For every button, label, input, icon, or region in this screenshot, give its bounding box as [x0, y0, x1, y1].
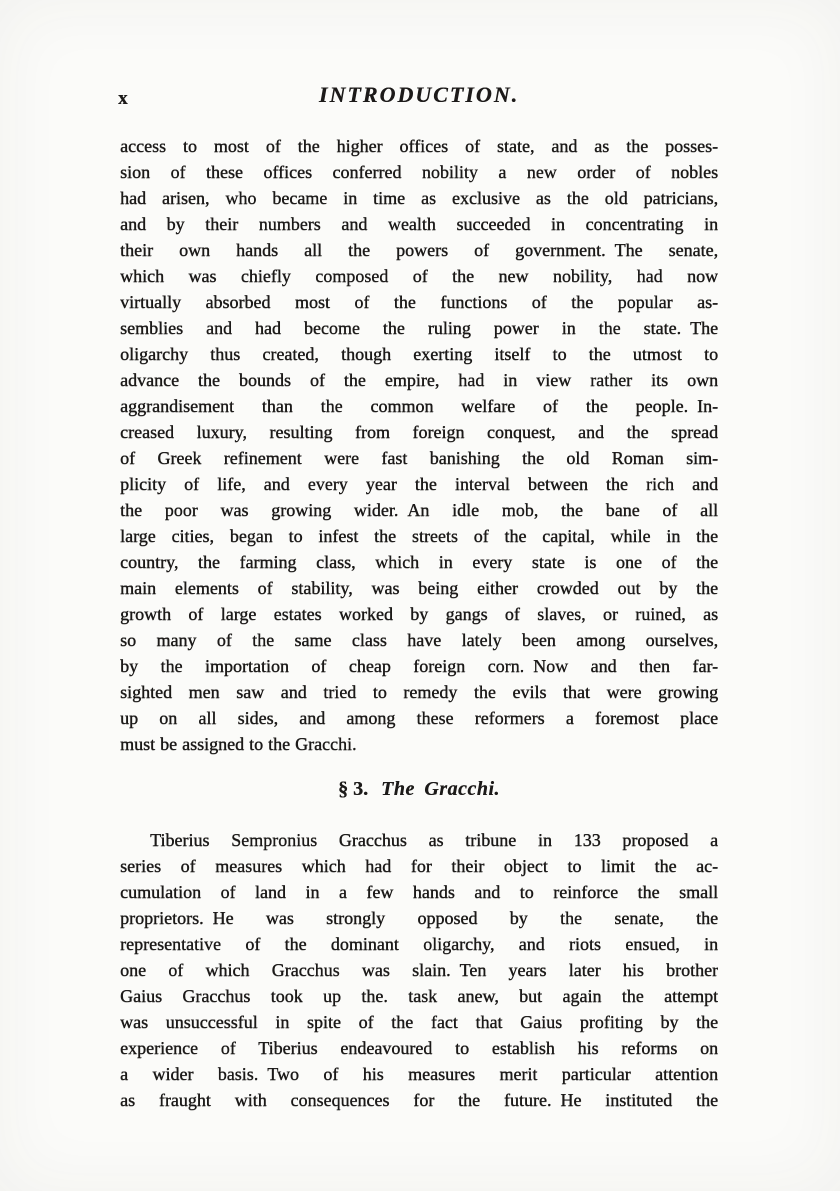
- text-line: was unsuccessful in spite of the fact that Gaius profiting by the: [120, 1012, 718, 1032]
- section-title: The Gracchi.: [381, 778, 500, 800]
- text-line: experience of Tiberius endeavoured to establish his reforms on: [120, 1038, 718, 1058]
- text-line: had arisen, who became in time as exclusive as the old patricians,: [120, 188, 718, 208]
- text-line: virtually absorbed most of the functions of the popular as-: [120, 292, 718, 312]
- section-number: § 3.: [338, 778, 369, 800]
- text-line: proprietors. He was strongly opposed by the senate, the: [120, 908, 718, 928]
- text-line: growth of large estates worked by gangs of slaves, or ruined, as: [120, 604, 718, 624]
- text-line: one of which Gracchus was slain. Ten years later his brother: [120, 960, 718, 980]
- text-line: main elements of stability, was being either crowded out by the: [120, 578, 718, 598]
- text-line: which was chiefly composed of the new nobility, had now: [120, 266, 718, 286]
- text-line: and by their numbers and wealth succeeded in concentrating in: [120, 214, 718, 234]
- text-line: Gaius Gracchus took up the. task anew, but again the attempt: [120, 986, 718, 1006]
- text-line: of Greek refinement were fast banishing the old Roman sim-: [120, 448, 718, 468]
- text-line: must be assigned to the Gracchi.: [120, 734, 357, 754]
- text-line: large cities, began to infest the streets of the capital, while in the: [120, 526, 718, 546]
- text-line: cumulation of land in a few hands and to reinforce the small: [120, 882, 718, 902]
- text-line: plicity of life, and every year the interval between the rich and: [120, 474, 718, 494]
- text-line: oligarchy thus created, though exerting itself to the utmost to: [120, 344, 718, 364]
- text-line: by the importation of cheap foreign corn. Now and then far-: [120, 656, 718, 676]
- text-line: advance the bounds of the empire, had in view rather its own: [120, 370, 718, 390]
- text-line: up on all sides, and among these reformers a foremost place: [120, 708, 718, 728]
- text-line: a wider basis. Two of his measures merit particular attention: [120, 1064, 718, 1084]
- section-heading: [120, 776, 718, 803]
- text-line: as fraught with consequences for the future. He instituted the: [120, 1090, 718, 1110]
- text-line: country, the farming class, which in every state is one of the: [120, 552, 718, 572]
- text-line: creased luxury, resulting from foreign conquest, and the spread: [120, 422, 718, 442]
- text-line: their own hands all the powers of government. The senate,: [120, 240, 718, 260]
- text-line: representative of the dominant oligarchy, and riots ensued, in: [120, 934, 718, 954]
- text-line: the poor was growing wider. An idle mob, the bane of all: [120, 500, 718, 520]
- text-line: access to most of the higher offices of state, and as the posses-: [120, 136, 718, 156]
- text-line: sighted men saw and tried to remedy the evils that were growing: [120, 682, 718, 702]
- paragraph-2: [120, 827, 718, 1113]
- text-block: [120, 133, 718, 1113]
- page-number: x: [118, 88, 128, 109]
- text-line: Tiberius Sempronius Gracchus as tribune in 133 proposed a: [150, 830, 718, 850]
- text-line: aggrandisement than the common welfare of the people. In-: [120, 396, 718, 416]
- page-title: INTRODUCTION.: [318, 82, 520, 107]
- paragraph-1: [120, 133, 718, 757]
- text-line: so many of the same class have lately been among ourselves,: [120, 630, 718, 650]
- text-line: sion of these offices conferred nobility a new order of nobles: [120, 162, 718, 182]
- text-line: series of measures which had for their object to limit the ac-: [120, 856, 718, 876]
- text-line: semblies and had become the ruling power in the state. The: [120, 318, 718, 338]
